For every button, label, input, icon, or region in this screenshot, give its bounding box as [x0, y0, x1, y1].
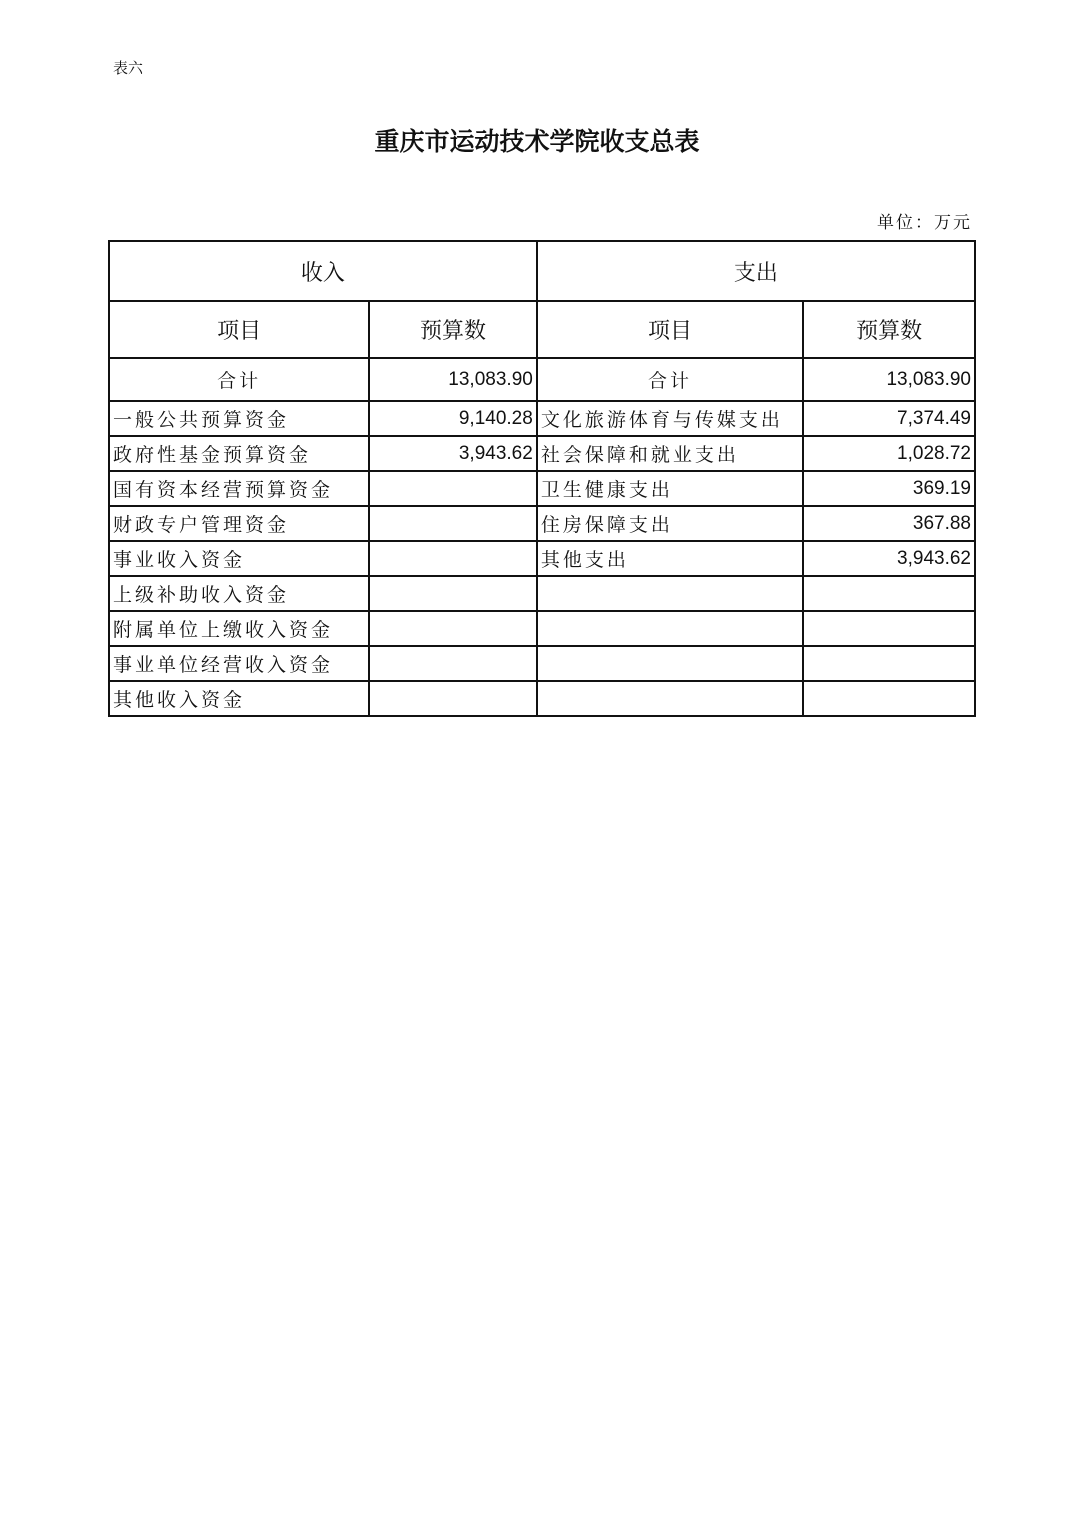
expense-item	[537, 611, 803, 646]
income-total-label: 合计	[109, 358, 369, 401]
table-row	[109, 471, 975, 506]
expense-budget-header: 预算数	[803, 301, 975, 358]
expense-item	[537, 681, 803, 716]
income-total-value: 13,083.90	[369, 358, 537, 401]
expense-value	[803, 681, 975, 716]
group-header-row	[109, 241, 975, 301]
document-title: 重庆市运动技术学院收支总表	[374, 127, 700, 156]
income-item: 其他收入资金	[109, 681, 369, 716]
table-row	[109, 401, 975, 436]
income-group-header: 收入	[109, 241, 537, 301]
income-item: 事业收入资金	[109, 541, 369, 576]
income-item: 上级补助收入资金	[109, 576, 369, 611]
income-item: 政府性基金预算资金	[109, 436, 369, 471]
expense-item: 文化旅游体育与传媒支出	[537, 401, 803, 436]
income-value	[369, 681, 537, 716]
income-value: 9,140.28	[369, 401, 537, 436]
table-row	[109, 541, 975, 576]
expense-item	[537, 646, 803, 681]
income-item: 附属单位上缴收入资金	[109, 611, 369, 646]
table-row	[109, 611, 975, 646]
expense-item: 社会保障和就业支出	[537, 436, 803, 471]
expense-item-header: 项目	[537, 301, 803, 358]
expense-item: 住房保障支出	[537, 506, 803, 541]
income-value: 3,943.62	[369, 436, 537, 471]
expense-value	[803, 611, 975, 646]
expense-total-value: 13,083.90	[803, 358, 975, 401]
expense-value: 369.19	[803, 471, 975, 506]
table-row	[109, 506, 975, 541]
expense-item: 卫生健康支出	[537, 471, 803, 506]
expense-item	[537, 576, 803, 611]
income-item: 财政专户管理资金	[109, 506, 369, 541]
expense-value: 7,374.49	[803, 401, 975, 436]
table-row	[109, 436, 975, 471]
unit-label: 单位：万元	[877, 213, 972, 233]
income-budget-header: 预算数	[369, 301, 537, 358]
expense-value	[803, 646, 975, 681]
total-row	[109, 358, 975, 401]
income-item: 一般公共预算资金	[109, 401, 369, 436]
expense-value	[803, 576, 975, 611]
income-item: 国有资本经营预算资金	[109, 471, 369, 506]
expense-group-header: 支出	[537, 241, 975, 301]
income-expense-summary-table	[108, 240, 976, 717]
income-value	[369, 646, 537, 681]
income-value	[369, 506, 537, 541]
income-value	[369, 541, 537, 576]
table-number-label: 表六	[113, 59, 144, 77]
income-value	[369, 576, 537, 611]
expense-item: 其他支出	[537, 541, 803, 576]
expense-value: 1,028.72	[803, 436, 975, 471]
column-header-row	[109, 301, 975, 358]
income-value	[369, 611, 537, 646]
expense-value: 367.88	[803, 506, 975, 541]
expense-value: 3,943.62	[803, 541, 975, 576]
expense-total-label: 合计	[537, 358, 803, 401]
table-row	[109, 646, 975, 681]
income-value	[369, 471, 537, 506]
income-item: 事业单位经营收入资金	[109, 646, 369, 681]
table-row	[109, 681, 975, 716]
income-item-header: 项目	[109, 301, 369, 358]
table-row	[109, 576, 975, 611]
